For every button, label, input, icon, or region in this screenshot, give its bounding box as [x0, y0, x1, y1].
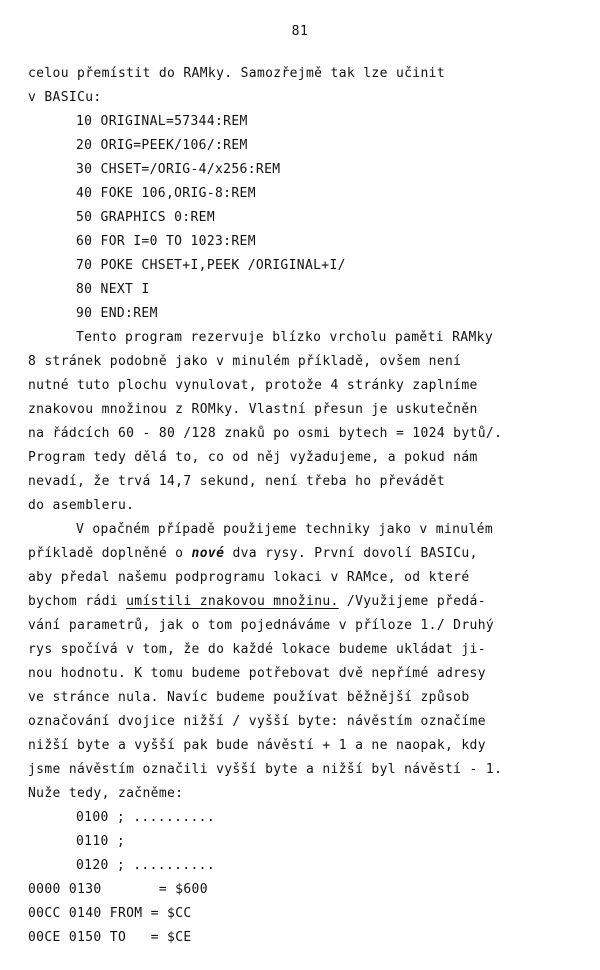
- page-number: 81: [291, 24, 309, 39]
- assembler-line: 0120 ; ..........: [76, 858, 216, 873]
- paragraph-text: příkladě doplněné o: [28, 546, 192, 561]
- emphasized-word: nové: [191, 546, 225, 561]
- paragraph-line: rys spočívá v tom, že do každé lokace budeme ukládat ji-: [28, 642, 486, 657]
- basic-code-line: 60 FOR I=0 TO 1023:REM: [76, 234, 256, 249]
- text-line: celou přemístit do RAMky. Samozřejmě tak lze učinit: [28, 66, 446, 81]
- paragraph-line: na řádcích 60 - 80 /128 znaků po osmi bytech = 1024 bytů/.: [28, 426, 503, 441]
- paragraph-line: Tento program rezervuje blízko vrcholu paměti RAMky: [76, 330, 494, 345]
- assembler-line: 0100 ; ..........: [76, 810, 216, 825]
- assembler-line: 0110 ;: [76, 834, 126, 849]
- basic-code-line: 20 ORIG=PEEK/106/:REM: [76, 138, 248, 153]
- basic-code-line: 90 END:REM: [76, 306, 158, 321]
- basic-code-line: 80 NEXT I: [76, 282, 150, 297]
- paragraph-line: nižší byte a vyšší pak bude návěstí + 1 a ne naopak, kdy: [28, 738, 486, 753]
- page-body: [28, 62, 588, 950]
- paragraph-line: [28, 542, 588, 566]
- paragraph-line: nevadí, že trvá 14,7 sekund, není třeba ho převádět: [28, 474, 446, 489]
- paragraph-line: V opačném případě použijeme techniky jako v minulém: [76, 522, 494, 537]
- basic-code-line: 30 CHSET=/ORIG-4/x256:REM: [76, 162, 281, 177]
- paragraph-line: nou hodnotu. K tomu budeme potřebovat dvě nepřímé adresy: [28, 666, 486, 681]
- paragraph-line: jsme návěstím označili vyšší byte a nižší byl návěstí - 1.: [28, 762, 503, 777]
- underlined-phrase: umístili znakovou množinu.: [126, 594, 339, 609]
- paragraph-line: znakovou množinou z ROMky. Vlastní přesun je uskutečněn: [28, 402, 478, 417]
- paragraph-line: Nuže tedy, začněme:: [28, 786, 184, 801]
- assembler-line: 00CC 0140 FROM = $CC: [28, 906, 192, 921]
- basic-code-line: 10 ORIGINAL=57344:REM: [76, 114, 248, 129]
- paragraph-text: dva rysy. První dovolí BASICu,: [224, 546, 478, 561]
- assembler-line: 00CE 0150 TO = $CE: [28, 930, 192, 945]
- assembler-line: 0000 0130 = $600: [28, 882, 208, 897]
- paragraph-line: [28, 590, 588, 614]
- paragraph-line: 8 stránek podobně jako v minulém příkladě, ovšem není: [28, 354, 462, 369]
- basic-code-line: 70 POKE CHSET+I,PEEK /ORIGINAL+I/: [76, 258, 346, 273]
- paragraph-line: vání parametrů, jak o tom pojednáváme v příloze 1./ Druhý: [28, 618, 495, 633]
- paragraph-line: do asembleru.: [28, 498, 135, 513]
- paragraph-line: aby předal našemu podprogramu lokaci v RAMce, od které: [28, 570, 470, 585]
- basic-code-line: 50 GRAPHICS 0:REM: [76, 210, 216, 225]
- basic-code-line: 40 FOKE 106,ORIG-8:REM: [76, 186, 256, 201]
- paragraph-text: bychom rádi: [28, 594, 127, 609]
- paragraph-line: ve stránce nula. Navíc budeme používat běžnější způsob: [28, 690, 470, 705]
- paragraph-line: označování dvojice nižší / vyšší byte: návěstím označíme: [28, 714, 486, 729]
- text-line: v BASICu:: [28, 90, 102, 105]
- paragraph-line: Program tedy dělá to, co od něj vyžadujeme, a pokud nám: [28, 450, 478, 465]
- paragraph-text: /Využijeme předá-: [338, 594, 486, 609]
- paragraph-line: nutné tuto plochu vynulovat, protože 4 stránky zaplníme: [28, 378, 478, 393]
